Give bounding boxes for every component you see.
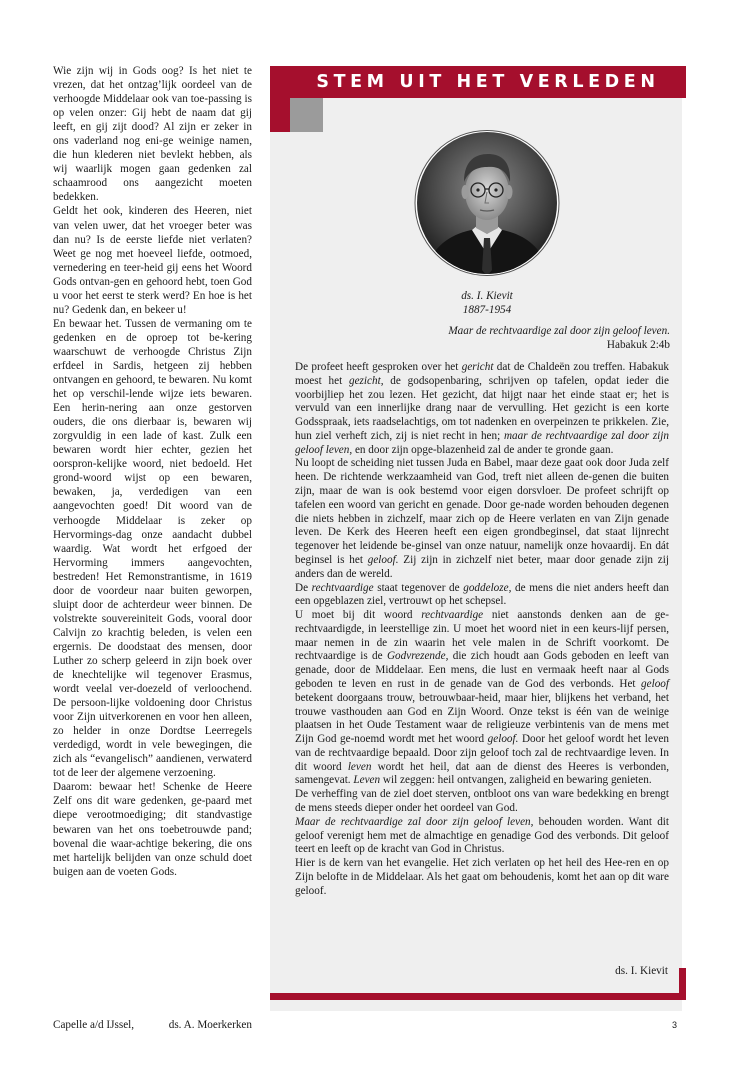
text-run: wil zeggen: heil ontvangen, zaligheid en bewaring genieten. xyxy=(380,774,652,787)
text-run: wordt het heil, dat aan de dienst des Heeres is verbonden, samengevat. xyxy=(295,760,669,787)
text-run: die zich houdt aan Gods geboden en leeft van genade, door de Middelaar. Een mens, die lust en vermaak heeft naar al Gods geboden te leven en rust in de genade van de God des verbonds. Het xyxy=(295,650,669,690)
italic-run: Maar de rechtvaardige zal door zijn geloof leven, xyxy=(295,815,534,828)
text-run: Nu loopt de scheiding niet tussen Juda en Babel, maar deze gaat ook door Juda zelf heen. De richtende werkzaamheid van God, treft niet alleen de-genen die buiten zijn, maar de wan is ook bestemd voor eigen dorsvloer. De profeet schrijft op tafelen een woord van gericht en genade. Door ge-nade worden behouden degenen die niets hebben in zichzelf, maar zich op de Heere verlaten en van Zijn genade leven. De Kerk des Heeren heeft een eigen grondbeginsel, dat staat lijnrecht tegenover het leidende be-ginsel van onze natuur, namelijk onze hovaardij. En dát beginsel is het xyxy=(295,457,669,566)
footer-place: Capelle a/d IJssel, xyxy=(53,1019,135,1031)
text-run: De verheffing van de ziel doet sterven, ontbloot ons van ware bedekking en brengt de mens steeds dieper onder het oordeel van God. xyxy=(295,788,669,814)
paragraph xyxy=(53,317,252,781)
left-column xyxy=(53,64,252,879)
text-run: de mens die niet anders heeft dan een opgeblazen ziel, vertrouwt op het schepsel. xyxy=(295,581,670,608)
text-run: niet aanstonds denken aan de ge-rechtvaardigde, in leerstellige zin. U moet het woord niet in een keurs-lijf persen, maar nemen in de zin waarin het vele malen in de Schrift voorkomt. De rechtvaardige is de xyxy=(295,609,669,663)
caption-years: 1887-1954 xyxy=(462,304,512,316)
text-run: en door zijn opge-blazenheid zal de ander te gronde gaan. xyxy=(352,443,614,456)
quote-reference: Habakuk 2:4b xyxy=(606,338,670,351)
article-signature: ds. I. Kievit xyxy=(615,965,668,977)
footer-author: ds. A. Moerkerken xyxy=(168,1019,252,1031)
caption-name: ds. I. Kievit xyxy=(461,290,513,302)
text-run: behouden worden. Want dit geloof verenigt hem met de almachtige en genadige God des verbonds. Dit geloof teert en leeft op de kracht van God in Christus. xyxy=(295,815,670,856)
portrait-caption xyxy=(400,289,574,317)
accent-bar-right xyxy=(679,968,686,1000)
italic-run: leven xyxy=(347,760,372,773)
text-run: De xyxy=(295,581,312,594)
italic-run: gezicht, xyxy=(349,374,384,387)
text-run: betekent doorgaans trouw, betrouwbaar-heid, maar hier, blijkens het verband, het trouwe vasthouden aan God en Zijn Woord. Onze tekst is één van de weinige plaatsen in het Oude Testament waar de religieuze verbintenis van de mens met Zijn God ge-noemd wordt met het woord xyxy=(295,691,669,746)
italic-run: maar de rechtvaardige zal door zijn geloof leven, xyxy=(295,429,669,456)
italic-run: rechtvaardige xyxy=(421,609,484,622)
text-run: staat tegenover de xyxy=(373,581,464,594)
italic-run: geloof. xyxy=(487,733,519,746)
quote-text: Maar de rechtvaardige zal door zijn geloof leven. xyxy=(448,325,670,337)
italic-run: Godvrezende, xyxy=(386,650,449,663)
text-run: Zij zijn in zichzelf niet beter, maar door genade zijn zij anders dan de wereld. xyxy=(295,553,669,580)
left-footer-signature xyxy=(53,1019,252,1031)
paragraph xyxy=(53,780,252,878)
text-run: Hier is de kern van het evangelie. Het zich verlaten op het heil des Hee-ren en op Zijn belofte in de Middelaar. Als het gaat om behoudenis, komt het aan op dit ware geloof. xyxy=(295,857,669,897)
paragraph xyxy=(295,788,669,816)
italic-run: gericht xyxy=(461,361,494,373)
paragraph xyxy=(53,64,252,204)
text-run: De profeet heeft gesproken over het xyxy=(295,361,462,373)
text-run: Geldt het ook, kinderen des Heeren, niet van velen uwer, dat het vroeger beter was dan nu? Is de eerste liefde niet verlaten? Weet ge nog met hoeveel liefde, ootmoed, vernedering en teer-heid gij eens het Woord Gods ontvan-gen en gehoord hebt, toen God u voor het eerst te sterk werd? En hoe is het nu? Gedenk dan, en bekeer u! xyxy=(53,205,252,316)
text-run: Daarom: bewaar het! Schenke de Heere Zelf ons dit ware gedenken, ge-paard met diepe verootmoediging; dit standvastige bewaren van het ons toebetrouwde pand; bovenal die waar-achtige bekering, die ons met hartelijk belijden van onze schuld doet buigen aan de voeten Gods. xyxy=(53,781,252,878)
text-run: En bewaar het. Tussen de vermaning om te gedenken en de oproep tot be-kering waarschuwt de verhoogde Christus Zijn erfdeel in Sardis, hetgeen zij hebben ontvangen en gehoord, te bewaren. Nu komt het op verschil-lende wijze iets bewaren. Een herin-nering aan onze gestorven ouders, die ons dierbaar is, bewaren wij zorgvuldig in een lade of kast. Zulk een bewaren wordt hier echter, gezien het oorspron-kelijke woord, niet bedoeld. Het grond-woord wijst op een bewaren, bewaken, ja, verdedigen van een aangevochten goed! Dit woord van de verhoogde Middelaar is zeker op Hervormings-dag onze aandacht dubbel waardig. Wat wordt het erfgoed der Hervorming immers aangevochten, bestreden! Het Remonstrantisme, in 1619 door de voordeur naar buiten geworpen, sluipt door de achterdeur weer binnen. De volstrekte souvereiniteit Gods, vooral door Calvijn zo krachtig beleden, is velen een ergernis. De doodstaat des mensen, door Luther zo scherp geleerd in zijn boek over de knechtelijke wil tegenover Erasmus, wordt veelal ver-doezeld of verloochend. De persoon-lijke voldoening door Christus voor Zijn uitverkorenen en voor hen alleen, zo helder in onze Dordtse Leerregels verdedigd, wordt in vele bewegingen, die zich als “evangelisch” aandienen, verwaterd tot de leer der algemene verzoening. xyxy=(53,317,252,780)
paragraph xyxy=(295,361,669,457)
paragraph xyxy=(295,816,669,857)
text-run: Wie zijn wij in Gods oog? Is het niet te vrezen, dat het ontzag’lijk oordeel van de verhoogde Middelaar ook van toe-passing is op velen onzer: Gij hebt de naam dat gij leeft, en gij zijt dood? Al zijn er zeker in ons vaderland nog eni-ge weinige namen, die hun klederen niet bevlekt hebben, als wij waarlijk mogen gaan gedenken zal schaamrood ons aangezicht moeten bedekken. xyxy=(53,65,252,204)
text-run: U moet bij dit woord xyxy=(295,609,422,622)
section-banner-title: STEM UIT HET VERLEDEN xyxy=(290,66,686,98)
accent-block-gray xyxy=(290,98,323,132)
text-run: Door het geloof wordt het leven van de rechtvaardige bepaald. Door zijn geloof toch zal de rechtvaardige leven. In dit woord xyxy=(295,733,669,773)
text-run: de godsopenbaring, schrijven op tafelen, opdat ieder die voorbijliep het zou lezen. Het gezicht, dat hijgt naar het einde staat er; het is vervuld van een innerlijke drang naar de vervulling. Het gezicht is een korte Godsspraak, iets raadselachtigs, om tot nadenken en overpeinzen te prikkelen. Zie, hun ziel verheft zich, zij is niet recht in hen; xyxy=(295,374,669,442)
paragraph xyxy=(295,582,669,610)
italic-run: rechtvaardige xyxy=(311,581,374,594)
page-number: 3 xyxy=(672,1020,678,1030)
portrait-photo xyxy=(414,130,560,276)
text-run: dat de Chaldeën zou treffen. Habakuk moest het xyxy=(295,361,670,387)
italic-run: geloof. xyxy=(367,553,399,566)
bible-quote xyxy=(296,325,670,352)
article-body xyxy=(295,361,669,898)
paragraph xyxy=(295,609,669,788)
italic-run: Leven xyxy=(353,774,381,787)
accent-bar-bottom xyxy=(270,993,686,1000)
accent-block-red xyxy=(270,66,290,132)
paragraph xyxy=(295,857,669,898)
paragraph xyxy=(53,204,252,316)
italic-run: geloof xyxy=(641,677,669,690)
paragraph xyxy=(295,457,669,581)
italic-run: goddeloze, xyxy=(463,581,512,594)
